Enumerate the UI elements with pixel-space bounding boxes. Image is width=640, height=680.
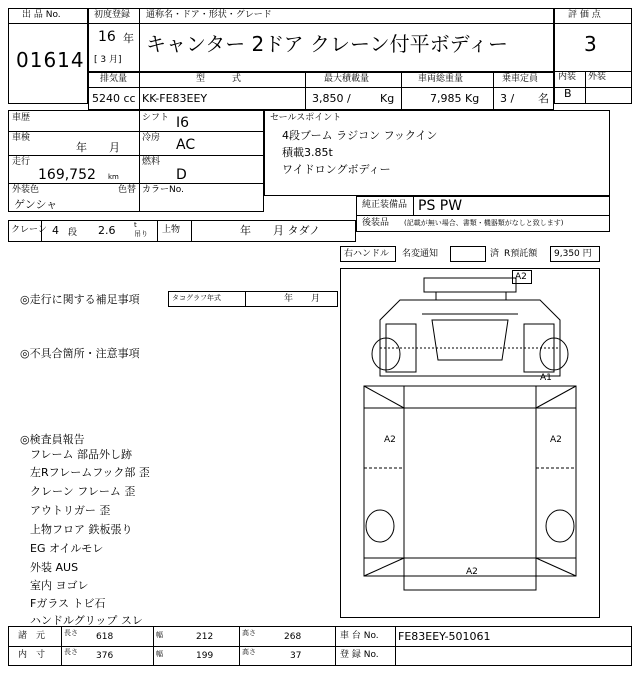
width-label: 幅	[156, 631, 163, 639]
name-change-label: 名変通知	[402, 249, 439, 259]
height-label: 高さ	[242, 648, 256, 656]
tailgate	[404, 576, 536, 590]
lot-no-label: 出 品 No.	[22, 10, 61, 20]
inspector-line: Fガラス トビ石	[30, 597, 106, 610]
cab-roof	[424, 278, 516, 292]
gross-weight-label: 車両総重量	[418, 74, 464, 84]
bed-outline	[364, 386, 576, 576]
inspector-line: アウトリガー 歪	[30, 504, 111, 517]
displacement-label: 排気量	[100, 74, 128, 84]
genuine-equipment-label: 純正装備品	[362, 200, 408, 210]
crane-tons: 2.6	[98, 224, 116, 237]
mileage-value: 169,752	[38, 167, 96, 183]
tacho-value: 年 月	[284, 294, 321, 304]
rig-value: 年 月 タダノ	[240, 224, 321, 237]
inner-length: 376	[96, 651, 114, 661]
aftermarket-label: 後装品	[362, 218, 390, 228]
rear-left-wheel	[366, 510, 394, 542]
recycle-amount: 9,350 円	[554, 249, 592, 259]
first-reg-year: 16	[98, 29, 116, 45]
recycle-status: 済	[490, 249, 500, 259]
color-change-label: 色替	[118, 185, 137, 195]
exterior-label: 外装	[588, 72, 607, 82]
crane-label: クレーン	[11, 225, 47, 235]
outer-height: 268	[284, 632, 302, 642]
ac-value: AC	[176, 137, 196, 153]
crane-stage-unit: 段	[68, 228, 78, 238]
name-change-box	[450, 246, 486, 262]
registration-label: 登 録 No.	[340, 650, 379, 660]
width-label: 幅	[156, 650, 163, 658]
shift-value: I6	[176, 115, 190, 131]
ac-label: 冷房	[142, 133, 161, 143]
damage-mark-rear: A2	[466, 567, 478, 577]
height-label: 高さ	[242, 629, 256, 637]
outer-length: 618	[96, 632, 114, 642]
sales-line-3: ワイドロングボディー	[282, 163, 391, 176]
grade-label: 評 価 点	[568, 10, 601, 20]
inspector-line: ハンドルグリップ スレ	[30, 614, 143, 627]
inspector-line: EG オイルモレ	[30, 542, 104, 555]
rear-right-wheel	[546, 510, 574, 542]
interior-label: 内装	[558, 72, 577, 82]
ext-color-label: 外装色	[12, 185, 40, 195]
ext-color-value: ゲンシャ	[14, 198, 58, 211]
defects-title: ◎不具合箇所・注意事項	[20, 347, 140, 360]
sales-line-1: 4段ブーム ラジコン フックイン	[282, 129, 438, 142]
max-load-label: 最大積載量	[324, 74, 370, 84]
displacement: 5240 cc	[92, 92, 136, 105]
damage-mark-top-label: A2	[515, 272, 527, 282]
capacity-unit: 名	[538, 92, 549, 105]
color-no-label: カラーNo.	[142, 185, 184, 195]
gross-weight: 7,985 Kg	[430, 92, 480, 105]
first-reg-year-label: 年	[123, 32, 134, 45]
damage-mark-right-bed: A2	[550, 435, 562, 445]
crane-stages: 4	[52, 224, 59, 237]
max-load: 3,850 /	[312, 92, 351, 105]
length-label: 長さ	[64, 629, 78, 637]
windshield	[432, 320, 508, 360]
cab-body	[380, 300, 560, 376]
inspector-line: 室内 ヨゴレ	[30, 579, 89, 592]
inspector-line: フレーム 部品外し跡	[30, 448, 133, 461]
capacity-label: 乗車定員	[502, 74, 539, 84]
inspector-line: クレーン フレーム 歪	[30, 485, 136, 498]
inspection-label: 車検	[12, 133, 31, 143]
mileage-unit: km	[108, 173, 119, 181]
capacity: 3 /	[500, 92, 515, 105]
crane-lift-unit: 吊り	[134, 230, 148, 238]
sales-point-title: セールスポイント	[270, 113, 342, 123]
first-reg-month: [ 3 月]	[94, 55, 122, 65]
inner-width: 199	[196, 651, 214, 661]
grade-value: 3	[584, 32, 597, 56]
sales-line-2: 積載3.85t	[282, 146, 333, 159]
outer-width: 212	[196, 632, 214, 642]
chassis-no: FE83EEY-501061	[398, 630, 491, 643]
inspector-title: ◎検査員報告	[20, 433, 85, 446]
damage-mark-left-bed: A2	[384, 435, 396, 445]
chassis-label: 車 台 No.	[340, 631, 379, 641]
interior-grade: B	[564, 87, 572, 100]
damage-mark-right-front: A1	[540, 373, 552, 383]
left-info-grid	[8, 110, 264, 212]
vehicle-name: キャンター 2ドア クレーン付平ボディー	[146, 32, 509, 56]
aftermarket-note: (記載が無い場合、書類・機器類がなしと致します)	[404, 219, 564, 227]
inspector-line: 上物フロア 鉄板張り	[30, 523, 133, 536]
lot-no: 01614	[16, 48, 85, 72]
name-header-label: 通称名・ドア・形状・グレード	[146, 10, 272, 20]
model: KK-FE83EEY	[142, 92, 208, 105]
rig-label: 上物	[162, 225, 181, 235]
outer-dims-label: 諸 元	[18, 631, 46, 641]
fuel-label: 燃料	[142, 157, 161, 167]
inspector-line: 左Rフレームフック部 歪	[30, 466, 150, 479]
tacho-label: タコグラフ年式	[172, 294, 221, 302]
inner-dims-label: 内 寸	[18, 650, 46, 660]
crane-tons-unit: t	[134, 221, 137, 229]
recycle-label: R預託額	[504, 249, 538, 259]
handle-value: 右ハンドル	[344, 249, 390, 259]
first-reg-label: 初度登録	[94, 10, 131, 20]
fuel-value: D	[176, 167, 187, 183]
max-load-unit: Kg	[380, 92, 395, 105]
model-label: 型 式	[196, 74, 242, 84]
inspection-value: 年 月	[76, 141, 120, 154]
shift-label: シフト	[142, 113, 170, 123]
inner-height: 37	[290, 651, 302, 661]
length-label: 長さ	[64, 648, 78, 656]
inspector-line: 外装 AUS	[30, 561, 79, 574]
history-label: 車歴	[12, 113, 31, 123]
genuine-equipment-value: PS PW	[418, 198, 463, 214]
driving-notes-title: ◎走行に関する補足事項	[20, 293, 140, 306]
mileage-label: 走行	[12, 157, 31, 167]
